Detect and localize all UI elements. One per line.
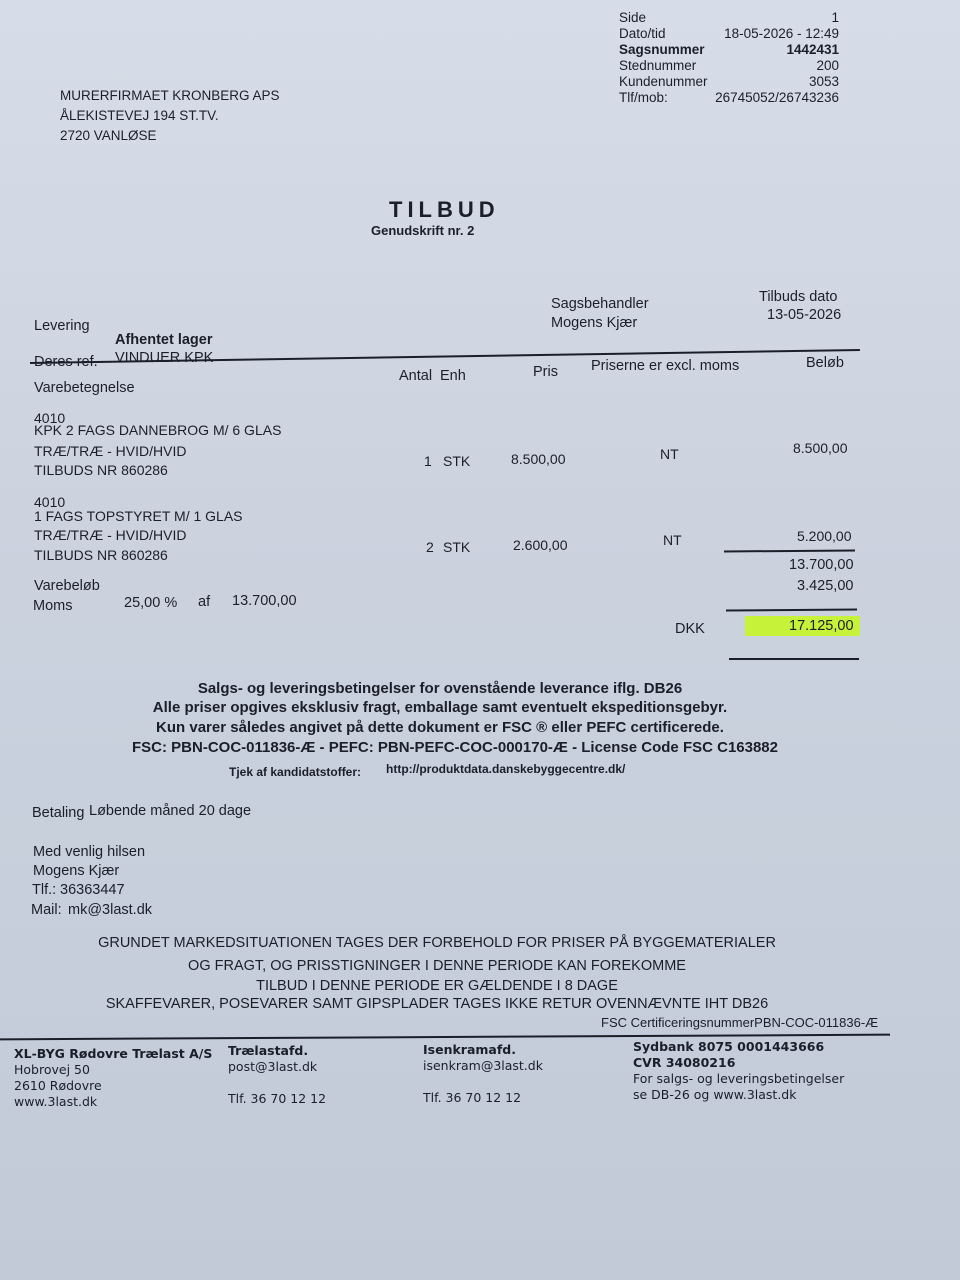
total-divider-bottom	[729, 658, 859, 660]
certification-line: FSC: PBN-COC-011836-Æ - PEFC: PBN-PEFC-COC-000170-Æ - License Code FSC C163882	[132, 739, 778, 756]
vat-of-label: af	[198, 594, 211, 610]
item-tax-code: NT	[663, 532, 682, 548]
footer-company-name: XL-BYG Rødovre Trælast A/S	[14, 1046, 213, 1061]
customer-name: MURERFIRMAET KRONBERG APS	[60, 88, 280, 103]
signer-phone-label: Tlf.:	[32, 882, 57, 898]
item-material: TRÆ/TRÆ - HVID/HVID	[34, 527, 187, 543]
item-price: 2.600,00	[513, 537, 568, 553]
delivery-label: Levering	[34, 318, 90, 334]
item-code: 4010	[34, 410, 66, 426]
customer-number-value: 3053	[808, 74, 839, 89]
footer-company-city: 2610 Rødovre	[14, 1078, 102, 1093]
item-quantity: 2	[426, 539, 434, 555]
footer-timber-email[interactable]: post@3last.dk	[228, 1059, 318, 1074]
phone-value: 26745052/26743236	[715, 90, 839, 105]
site-number-label: Stednummer	[619, 58, 697, 73]
col-amount: Beløb	[806, 355, 844, 371]
date-value: 18-05-2026 - 12:49	[724, 26, 839, 41]
market-notice-line: SKAFFEVARER, POSEVARER SAMT GIPSPLADER TAGES IKKE RETUR OVENNÆVNTE IHT DB26	[105, 996, 769, 1012]
item-amount: 8.500,00	[793, 440, 848, 456]
delivery-value: Afhentet lager	[115, 332, 213, 348]
col-vat-note: Priserne er excl. moms	[591, 358, 740, 374]
footer-company-web[interactable]: www.3last.dk	[14, 1094, 98, 1109]
signer-name: Mogens Kjær	[33, 863, 120, 879]
footer-terms-link: se DB-26 og www.3last.dk	[633, 1087, 797, 1102]
date-label: Dato/tid	[619, 26, 666, 41]
item-material: TRÆ/TRÆ - HVID/HVID	[34, 443, 187, 459]
item-quote-number: TILBUDS NR 860286	[34, 462, 168, 478]
item-description: KPK 2 FAGS DANNEBROG M/ 6 GLAS	[34, 422, 282, 438]
item-quantity: 1	[424, 453, 432, 469]
item-unit: STK	[443, 453, 471, 469]
document-meta	[619, 10, 839, 106]
item-amount: 5.200,00	[797, 528, 852, 544]
handler-label: Sagsbehandler	[551, 296, 649, 312]
document-subtitle: Genudskrift nr. 2	[371, 223, 475, 238]
item-unit: STK	[443, 539, 471, 555]
subtotal-amount: 13.700,00	[789, 557, 854, 573]
footer-timber-phone: Tlf. 36 70 12 12	[228, 1091, 327, 1106]
item-tax-code: NT	[660, 446, 679, 462]
footer-company-street: Hobrovej 50	[14, 1062, 90, 1077]
item-code: 4010	[34, 494, 66, 510]
footer-timber-title: Trælastafd.	[228, 1043, 309, 1058]
fsc-certification-number: FSC CertificeringsnummerPBN-COC-011836-Æ	[601, 1015, 879, 1030]
col-quantity: Antal	[399, 368, 433, 384]
quote-date-label: Tilbuds dato	[759, 289, 838, 305]
market-notice-line: GRUNDET MARKEDSITUATIONEN TAGES DER FORBEHOLD FOR PRISER PÅ BYGGEMATERIALER	[98, 935, 776, 951]
page-label: Side	[619, 10, 647, 25]
case-number-value: 1442431	[786, 42, 839, 57]
col-description: Varebetegnelse	[34, 380, 135, 396]
site-number-value: 200	[816, 58, 839, 73]
subtotal-label: Varebeløb	[34, 578, 100, 594]
footer-cvr: CVR 34080216	[633, 1055, 736, 1070]
payment-label: Betaling	[32, 805, 85, 821]
currency-label: DKK	[675, 621, 705, 637]
footer-hardware-title: Isenkramafd.	[423, 1042, 516, 1057]
vat-label: Moms	[33, 598, 73, 614]
footer-terms-line: For salgs- og leveringsbetingelser	[633, 1071, 845, 1086]
signer-mail-label: Mail:	[31, 902, 62, 918]
footer-hardware-email[interactable]: isenkram@3last.dk	[423, 1058, 543, 1073]
footer-hardware-dept	[423, 1042, 543, 1106]
item-quote-number: TILBUDS NR 860286	[34, 547, 168, 563]
footer-company	[14, 1046, 212, 1110]
handler-value: Mogens Kjær	[551, 315, 638, 331]
customer-city: 2720 VANLØSE	[60, 128, 157, 143]
footer-bank-info	[633, 1039, 844, 1103]
footer-bank-account: Sydbank 8075 0001443666	[633, 1039, 825, 1054]
reference-label: Deres ref.	[34, 354, 98, 370]
item-description: 1 FAGS TOPSTYRET M/ 1 GLAS	[34, 508, 243, 524]
customer-street: ÅLEKISTEVEJ 194 ST.TV.	[60, 108, 219, 123]
customer-number-label: Kundenummer	[619, 74, 708, 89]
grand-total: 17.125,00	[745, 616, 860, 636]
footer-timber-dept	[228, 1043, 326, 1107]
subtotal-divider	[724, 550, 855, 553]
col-unit: Enh	[440, 368, 466, 384]
vat-base: 13.700,00	[232, 593, 297, 609]
case-number-label: Sagsnummer	[619, 42, 705, 57]
market-notice-line: OG FRAGT, OG PRISSTIGNINGER I DENNE PERIODE KAN FOREKOMME	[188, 958, 686, 974]
terms-line: Kun varer således angivet på dette dokument er FSC ® eller PEFC certificerede.	[156, 719, 724, 736]
reference-value: VINDUER KPK	[115, 350, 214, 366]
col-price: Pris	[533, 364, 558, 380]
vat-amount: 3.425,00	[797, 578, 854, 594]
signer-phone: 36363447	[60, 882, 125, 898]
greeting: Med venlig hilsen	[33, 844, 146, 860]
quote-date-value: 13-05-2026	[767, 307, 842, 323]
document-title: TILBUD	[389, 197, 500, 222]
terms-line: Alle priser opgives eksklusiv fragt, emballage samt eventuelt ekspeditionsgebyr.	[152, 699, 728, 716]
terms-line: Salgs- og leveringsbetingelser for ovenstående leverance iflg. DB26	[197, 680, 683, 697]
footer-hardware-phone: Tlf. 36 70 12 12	[423, 1090, 522, 1105]
candidate-check-label: Tjek af kandidatstoffer:	[229, 765, 362, 779]
item-price: 8.500,00	[511, 451, 566, 467]
market-notice-line: TILBUD I DENNE PERIODE ER GÆLDENDE I 8 DAGE	[256, 978, 618, 994]
signer-mail[interactable]: mk@3last.dk	[68, 902, 153, 918]
vat-rate: 25,00 %	[124, 595, 178, 611]
candidate-check-link[interactable]: http://produktdata.danskebyggecentre.dk/	[386, 762, 626, 776]
payment-terms: Løbende måned 20 dage	[89, 803, 252, 819]
phone-label: Tlf/mob:	[619, 90, 668, 105]
page-value: 1	[831, 10, 839, 25]
total-divider-top	[726, 609, 857, 612]
customer-address	[60, 86, 280, 146]
